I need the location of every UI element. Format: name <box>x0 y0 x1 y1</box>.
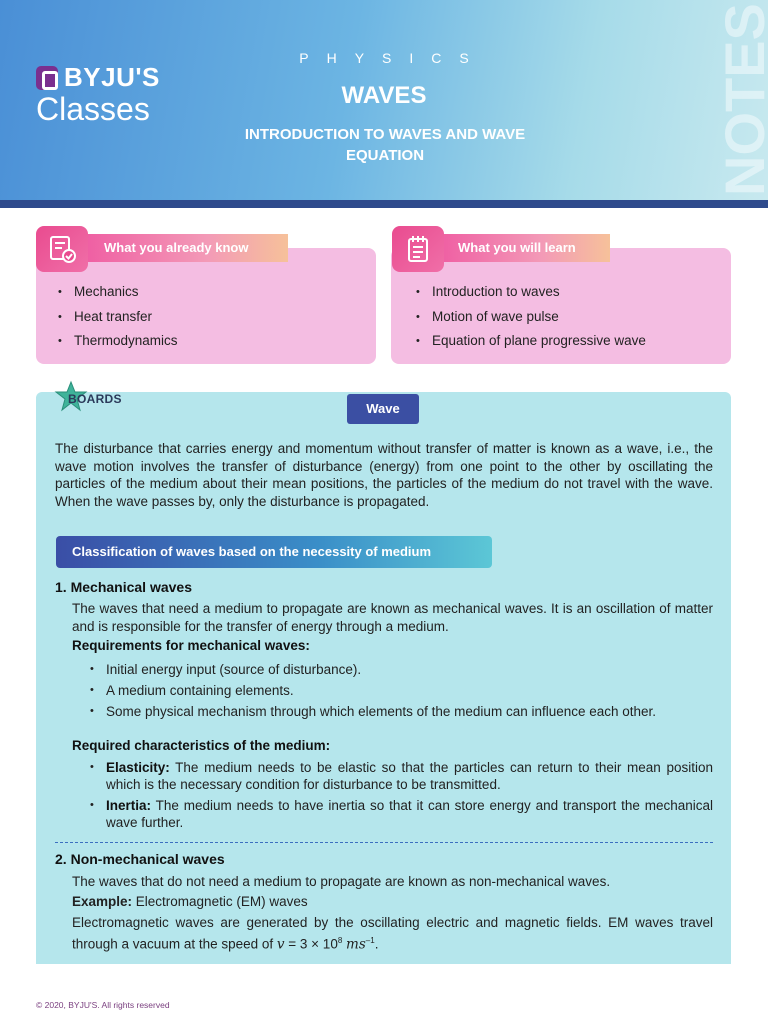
speed-unit: ms <box>346 936 366 952</box>
heading-text: Non-mechanical waves <box>70 851 225 867</box>
list-item: • Motion of wave pulse <box>408 308 646 333</box>
list-item <box>72 759 713 793</box>
non-mechanical-waves-heading <box>55 851 225 867</box>
will-learn-list <box>408 283 646 357</box>
list-item: • Mechanics <box>50 283 178 308</box>
list-item: • Thermodynamics <box>50 332 178 357</box>
term-definition: The medium needs to be elastic so that the particles can return to their mean position which is the necessary condition for disturbance to be transmitted. <box>106 760 713 792</box>
list-item: • Introduction to waves <box>408 283 646 308</box>
em-text: Electromagnetic waves are generated by the oscillating electric and magnetic fields. EM waves travel through a vacuum at the speed of <box>72 915 713 951</box>
copyright-footer: © 2020, BYJU'S. All rights reserved <box>36 1000 170 1010</box>
list-item: • Initial energy input (source of disturbance). <box>72 661 713 678</box>
brand-classes: Classes <box>36 91 150 127</box>
subject-label: PHYSICS <box>299 50 487 66</box>
mechanical-waves-heading <box>55 579 192 595</box>
header-divider <box>0 200 768 208</box>
requirements-list <box>72 661 713 724</box>
heading-text: Mechanical waves <box>70 579 192 595</box>
wave-definition: The disturbance that carries energy and momentum without transfer of matter is known as a wave, i.e., the wave motion involves the transfer of disturbance (energy) from one point to the other by oscillating the particles of the medium about their mean positions, the particles of the medium do not travel with the wave. When the wave passes by, only the disturbance is propagated. <box>55 441 713 509</box>
characteristics-list <box>72 759 713 835</box>
classification-heading: Classification of waves based on the necessity of medium <box>56 536 492 568</box>
list-item: • A medium containing elements. <box>72 682 713 699</box>
list-item: • Equation of plane progressive wave <box>408 332 646 357</box>
term-inertia: Inertia: <box>106 798 152 813</box>
header-banner <box>0 0 776 200</box>
boards-label: BOARDS <box>68 391 122 406</box>
item-number: 2. <box>55 851 67 867</box>
speed-unit-exponent: –1 <box>365 935 375 945</box>
boards-tag <box>54 380 122 414</box>
list-item <box>72 797 713 831</box>
em-wave-description <box>72 914 713 954</box>
page-title: WAVES <box>341 82 427 109</box>
speed-exponent: 8 <box>337 935 343 945</box>
term-definition: The medium needs to have inertia so that it can store energy and transport the mechanical wave further. <box>106 798 713 830</box>
wave-section-badge: Wave <box>347 394 419 424</box>
item-number: 1. <box>55 579 67 595</box>
non-mechanical-description: The waves that do not need a medium to propagate are known as non-mechanical waves. <box>72 874 611 889</box>
characteristics-heading: Required characteristics of the medium: <box>72 738 331 753</box>
example-line <box>72 893 713 911</box>
notes-side-label: NOTES <box>713 3 776 197</box>
checklist-icon <box>36 226 88 272</box>
already-know-list <box>50 283 178 357</box>
will-learn-heading: What you will learn <box>440 234 610 262</box>
mechanical-waves-description: The waves that need a medium to propagate are known as mechanical waves. It is an oscillation of matter and is responsible for the transfer of energy through a medium. <box>72 601 713 634</box>
speed-equation: = 3 × 10 <box>284 936 338 951</box>
list-item: • Some physical mechanism through which elements of the medium can influence each other. <box>72 703 713 720</box>
example-text: Electromagnetic (EM) waves <box>132 894 308 909</box>
brand-name: BYJU'S <box>64 62 160 92</box>
already-know-heading: What you already know <box>86 234 288 262</box>
requirements-heading: Requirements for mechanical waves: <box>72 638 310 653</box>
example-label: Example: <box>72 894 133 909</box>
speed-variable: v <box>276 936 285 952</box>
list-item: • Heat transfer <box>50 308 178 333</box>
page-subtitle: INTRODUCTION TO WAVES AND WAVE EQUATION <box>244 126 526 164</box>
sentence-end: . <box>374 936 379 951</box>
section-divider <box>55 842 713 843</box>
notebook-icon <box>392 226 444 272</box>
term-elasticity: Elasticity: <box>106 760 170 775</box>
